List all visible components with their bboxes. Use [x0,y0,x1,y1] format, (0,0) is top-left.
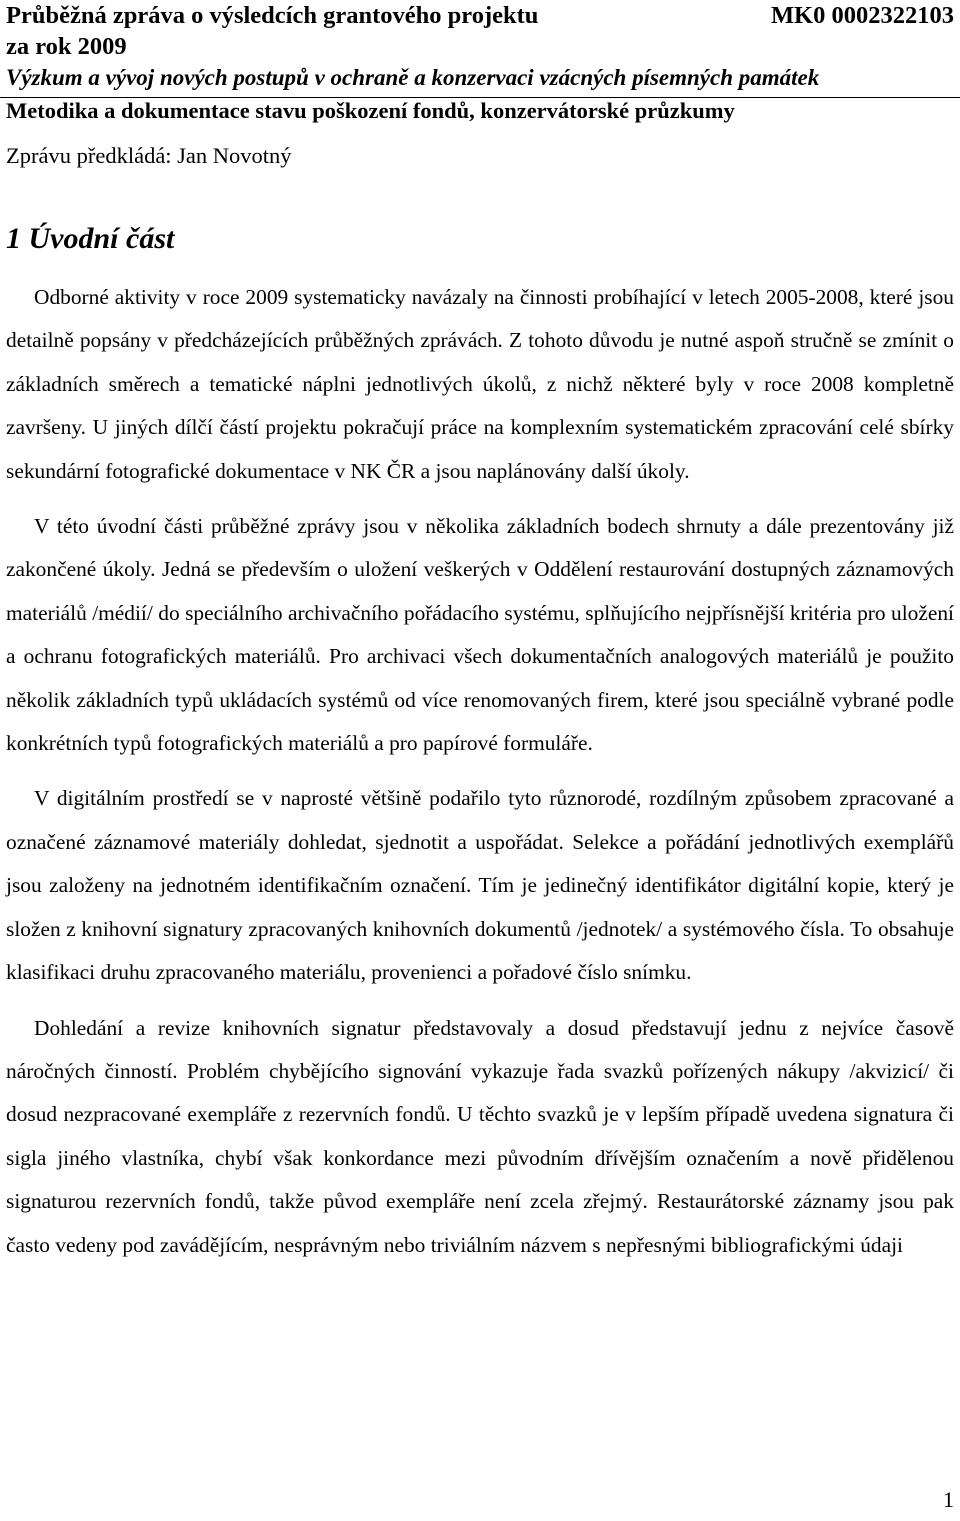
project-title: Výzkum a vývoj nových postupů v ochraně a konzervaci vzácných písemných památek [6,65,820,90]
subproject-title: Metodika a dokumentace stavu poškození fondů, konzervátorské průzkumy [6,98,735,123]
report-presenter: Zprávu předkládá: Jan Novotný [6,143,292,168]
paragraph: Odborné aktivity v roce 2009 systematicky navázaly na činnosti probíhající v letech 2005-2008, které jsou detailně popsány v předcházejících průběžných zprávách. Z tohoto důvodu je nutné aspoň stručně se zmínit o základních směrech a tematické náplni jednotlivých úkolů, z nichž některé byly v roce 2008 kompletně završeny. U jiných dílčí částí projektu pokračují práce na komplexním systematickém zpracování celé sbírky sekundární fotografické dokumentace v NK ČR a jsou naplánovány další úkoly. [6,285,954,483]
paragraph: V digitálním prostředí se v naprosté většině podařilo tyto různorodé, rozdílným způsobem zpracované a označené záznamové materiály dohledat, sjednotit a uspořádat. Selekce a pořádání jednotlivých exemplářů jsou založeny na jednotném identifikačním označení. Tím je jedinečný identifikátor digitální kopie, který je složen z knihovní signatury zpracovaných knihovních dokumentů /jednotek/ a systémového čísla. To obsahuje klasifikaci druhu zpracovaného materiálu, provenienci a pořadové číslo snímku. [6,786,954,985]
page-number: 1 [943,1487,954,1512]
report-body [6,276,954,1279]
report-header [6,0,960,94]
report-title: Průběžná zpráva o výsledcích grantového projektu [6,2,539,29]
report-title-line1 [6,0,954,31]
section-heading: 1 Úvodní část [6,222,175,255]
paragraph: Dohledání a revize knihovních signatur představovaly a dosud představují jednu z nejvíce časově náročných činností. Problém chybějícího signování vykazuje řada svazků pořízených nákupy /akvizicí/ či dosud nezpracované exempláře z rezervních fondů. U těchto svazků je v lepším případě uvedena signatura či sigla jiného vlastníka, chybí však konkordance mezi původním dřívějším označením a nově přidělenou signaturou rezervních fondů, takže původ exempláře není zcela zřejmý. Restaurátorské záznamy jsou pak často vedeny pod zavádějícím, nesprávným nebo triviálním názvem s nepřesnými bibliografickými údaji [6,1015,954,1257]
grant-number: MK0 0002322103 [770,2,954,29]
paragraph: V této úvodní části průběžné zprávy jsou v několika základních bodech shrnuty a dále prezentovány již zakončené úkoly. Jedná se především o uložení veškerých v Oddělení restaurování dostupných záznamových materiálů /médií/ do speciálního archivačního pořádacího systému, splňujícího nejpřísnější kritéria pro uložení a ochranu fotografických materiálů. Pro archivaci všech dokumentačních analogových materiálů je použito několik základních typů ukládacích systémů od více renomovaných firem, které jsou speciálně vybrané podle konkrétních typů fotografických materiálů a pro papírové formuláře. [6,514,954,756]
report-year: za rok 2009 [6,33,127,60]
